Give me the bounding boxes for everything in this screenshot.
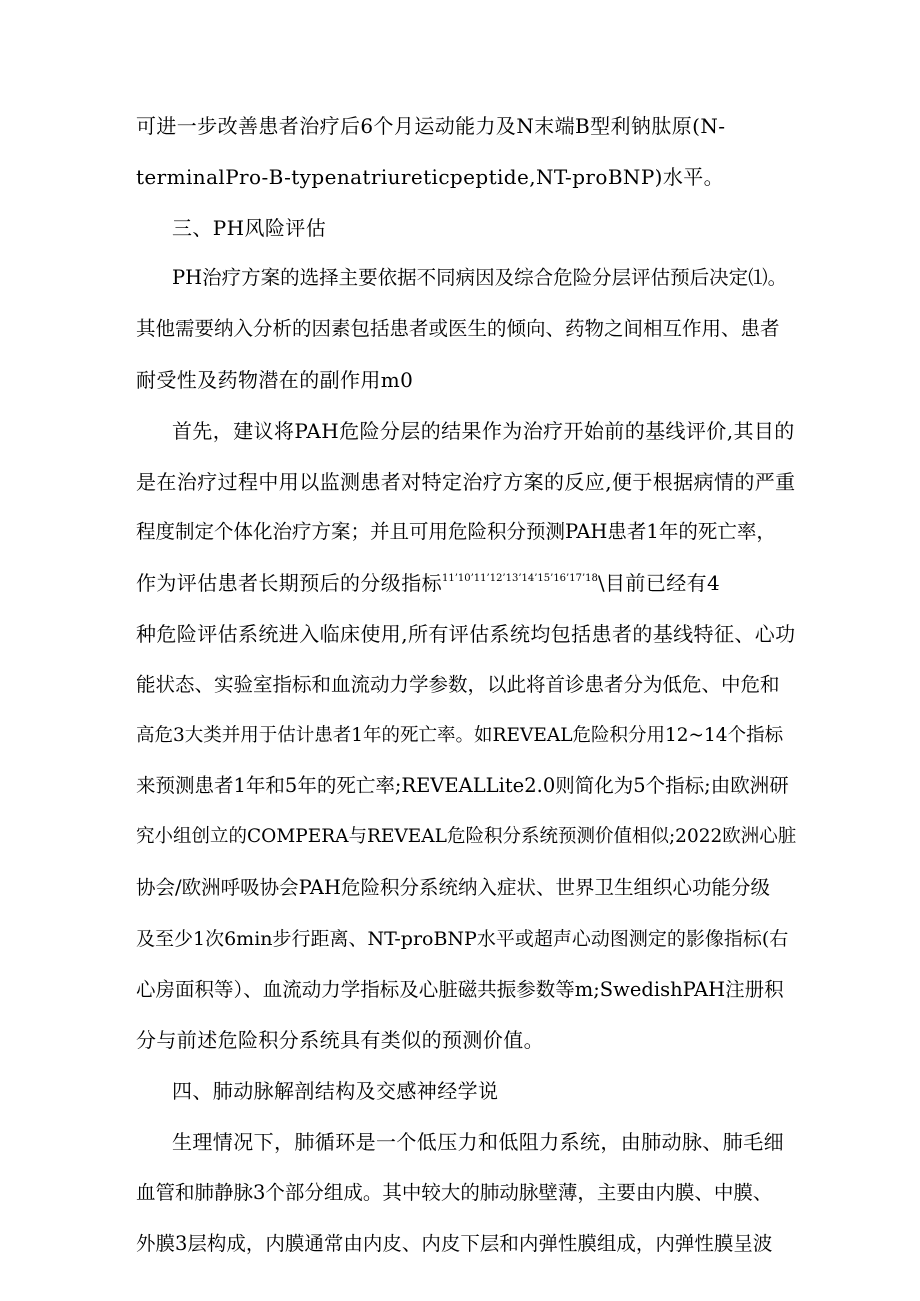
paragraph-line: 程度制定个体化治疗方案；并且可用危险积分预测PAH患者1年的死亡率， <box>136 520 776 543</box>
paragraph-line: 协会/欧洲呼吸协会PAH危险积分系统纳入症状、世界卫生组织心功能分级 <box>136 876 770 899</box>
section-heading-risk-assessment: 三、PH风险评估 <box>172 216 327 240</box>
paragraph-line: 种危险评估系统进入临床使用,所有评估系统均包括患者的基线特征、心功 <box>136 622 796 646</box>
paragraph-text: 作为评估患者长期预后的分级指标 <box>136 571 442 595</box>
paragraph-line: 能状态、实验室指标和血流动力学参数，以此将首诊患者分为低危、中危和 <box>136 673 780 696</box>
paragraph-line <box>136 565 720 601</box>
paragraph-line: 其他需要纳入分析的因素包括患者或医生的倾向、药物之间相互作用、患者 <box>136 317 780 340</box>
paragraph-line: 来预测患者1年和5年的死亡率;REVEALLite2.0则简化为5个指标;由欧洲研 <box>136 774 789 797</box>
paragraph-line: 首先，建议将PAH危险分层的结果作为治疗开始前的基线评价,其目的 <box>172 419 795 443</box>
paragraph-line: terminalPro-B-typenatriureticpeptide,NT-proBNP)水平。 <box>136 165 725 189</box>
paragraph-line: 究小组创立的COMPERA与REVEAL危险积分系统预测价值相似;2022欧洲心脏 <box>136 826 797 847</box>
paragraph-line: 是在治疗过程中用以监测患者对特定治疗方案的反应,便于根据病情的严重 <box>136 470 796 494</box>
paragraph-line: 心房面积等）、血流动力学指标及心脏磁共振参数等m;SwedishPAH注册积 <box>136 978 784 1001</box>
paragraph-line: 分与前述危险积分系统具有类似的预测价值。 <box>136 1028 544 1052</box>
citation-superscript: 11’10’11’12’13’14’15’16’17’18 <box>442 573 598 584</box>
paragraph-line: 高危3大类并用于估计患者1年的死亡率。如REVEAL危险积分用12~14个指标 <box>136 725 784 746</box>
paragraph-line: 生理情况下，肺循环是一个低压力和低阻力系统，由肺动脉、肺毛细 <box>172 1130 784 1154</box>
paragraph-text: \目前已经有4 <box>597 571 721 595</box>
section-heading-anatomy: 四、肺动脉解剖结构及交感神经学说 <box>172 1079 499 1103</box>
paragraph-line: 可进一步改善患者治疗后6个月运动能力及N末端B型利钠肽原(N- <box>136 114 726 138</box>
paragraph-line: PH治疗方案的选择主要依据不同病因及综合危险分层评估预后决定⑴。 <box>172 266 788 289</box>
paragraph-line: 及至少1次6min步行距离、NT-proBNP水平或超声心动图测定的影像指标(右 <box>136 928 789 950</box>
paragraph-line: 外膜3层构成，内膜通常由内皮、内皮下层和内弹性膜组成，内弹性膜呈波 <box>136 1232 773 1255</box>
paragraph-line: 血管和肺静脉3个部分组成。其中较大的肺动脉壁薄，主要由内膜、中膜、 <box>136 1181 773 1204</box>
paragraph-line: 耐受性及药物潜在的副作用m0 <box>136 368 414 392</box>
